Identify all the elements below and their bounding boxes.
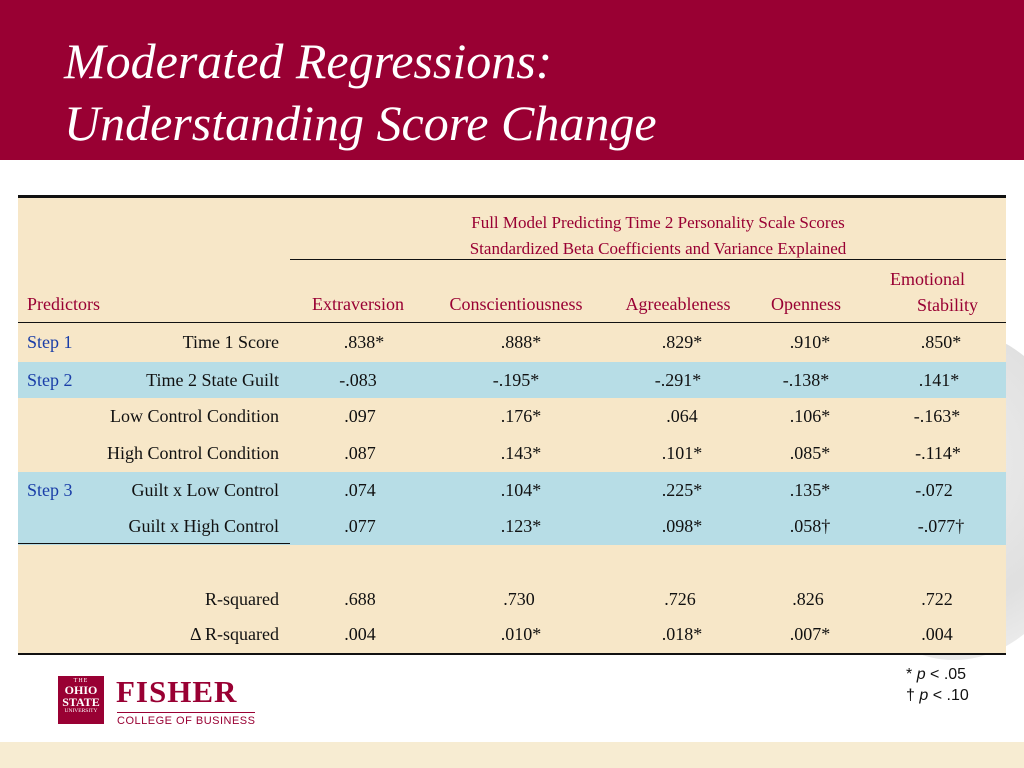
fisher-logo	[58, 676, 258, 726]
logo-subtitle: COLLEGE OF BUSINESS	[117, 712, 255, 727]
note-symbol: *	[906, 666, 913, 683]
header-divider	[290, 259, 1006, 260]
table-row	[18, 362, 1006, 399]
value-agreeableness: .726	[664, 589, 696, 609]
value-agreeableness: .225*	[661, 480, 703, 500]
predictor-label: Guilt x Low Control	[131, 480, 279, 500]
value-extraversion: .077	[344, 516, 376, 536]
value-emotional-stability: -.114*	[915, 443, 961, 463]
value-conscientiousness: -.195*	[492, 370, 540, 390]
predictor-label: Low Control Condition	[109, 406, 279, 426]
value-openness: .058†	[789, 516, 831, 536]
column-header-stability: Stability	[917, 295, 979, 315]
value-openness: .007*	[789, 624, 831, 644]
slide-title-line-1: Moderated Regressions:	[64, 33, 553, 89]
value-extraversion: .838*	[343, 332, 385, 352]
value-conscientiousness: .888*	[500, 332, 542, 352]
significance-notes	[906, 664, 969, 706]
table-row	[18, 508, 1006, 545]
value-emotional-stability: -.072	[915, 480, 953, 500]
step-label: Step 1	[27, 332, 73, 352]
value-agreeableness: .101*	[661, 443, 703, 463]
value-extraversion: .688	[344, 589, 376, 609]
column-header-divider	[18, 322, 1006, 323]
regression-table	[18, 195, 1006, 655]
value-agreeableness: .064	[666, 406, 698, 426]
table-row	[18, 616, 1006, 653]
table-row	[18, 324, 1006, 361]
predictor-label: Δ R-squared	[189, 624, 279, 644]
predictor-divider	[18, 543, 290, 544]
column-header-emotional: Emotional	[890, 269, 965, 289]
note-threshold: < .10	[932, 687, 969, 704]
value-agreeableness: .018*	[661, 624, 703, 644]
table-header-line-2: Standardized Beta Coefficients and Variance Explained	[469, 239, 847, 258]
value-openness: .085*	[789, 443, 831, 463]
value-openness: .826	[792, 589, 824, 609]
note-p05	[906, 664, 969, 685]
value-emotional-stability: -.077†	[917, 516, 965, 536]
predictor-label: High Control Condition	[106, 443, 279, 463]
note-p: p	[916, 666, 926, 683]
note-threshold: < .05	[930, 666, 967, 683]
value-openness: .135*	[789, 480, 831, 500]
value-conscientiousness: .104*	[500, 480, 542, 500]
predictor-label: Time 1 Score	[182, 332, 279, 352]
osu-shield-icon	[58, 676, 104, 724]
note-p10	[906, 685, 969, 706]
table-row	[18, 398, 1006, 435]
predictors-header: Predictors	[27, 294, 100, 314]
value-agreeableness: .098*	[661, 516, 703, 536]
value-conscientiousness: .730	[503, 589, 535, 609]
value-conscientiousness: .010*	[500, 624, 542, 644]
value-emotional-stability: .722	[921, 589, 953, 609]
value-conscientiousness: .123*	[500, 516, 542, 536]
table-header	[310, 210, 1006, 262]
table-row	[18, 581, 1006, 618]
slide-title	[64, 30, 657, 154]
column-header-conscientiousness: Conscientiousness	[449, 294, 583, 314]
step-label: Step 2	[27, 370, 73, 390]
column-header-openness: Openness	[771, 294, 841, 314]
predictor-label: R-squared	[205, 589, 279, 609]
value-agreeableness: .829*	[661, 332, 703, 352]
note-p: p	[919, 687, 929, 704]
table-row	[18, 435, 1006, 472]
table-row	[18, 472, 1006, 509]
value-agreeableness: -.291*	[654, 370, 702, 390]
value-extraversion: .004	[344, 624, 376, 644]
footer-band	[0, 742, 1024, 768]
shield-line-1: OHIO	[64, 683, 98, 697]
value-openness: .910*	[789, 332, 831, 352]
column-header-agreeableness: Agreeableness	[625, 294, 731, 314]
slide-title-line-2: Understanding Score Change	[64, 95, 657, 151]
predictor-label: Guilt x High Control	[128, 516, 279, 536]
title-banner	[0, 0, 1024, 160]
value-openness: .106*	[789, 406, 831, 426]
column-header-extraversion: Extraversion	[312, 294, 404, 314]
value-extraversion: .097	[344, 406, 376, 426]
shield-line-2: STATE	[62, 695, 100, 709]
predictor-label: Time 2 State Guilt	[146, 370, 279, 390]
value-emotional-stability: .850*	[920, 332, 962, 352]
logo-name: FISHER	[116, 674, 238, 709]
value-extraversion: .074	[344, 480, 376, 500]
value-extraversion: -.083	[339, 370, 377, 390]
shield-line-3: UNIVERSITY	[64, 708, 98, 714]
note-symbol: †	[906, 687, 915, 704]
table-header-line-1: Full Model Predicting Time 2 Personality Scale Scores	[471, 213, 845, 232]
value-emotional-stability: .141*	[918, 370, 960, 390]
value-extraversion: .087	[344, 443, 376, 463]
value-conscientiousness: .143*	[500, 443, 542, 463]
value-openness: -.138*	[782, 370, 830, 390]
value-conscientiousness: .176*	[500, 406, 542, 426]
value-emotional-stability: -.163*	[913, 406, 961, 426]
step-label: Step 3	[27, 480, 73, 500]
shield-top-text: THE	[73, 678, 89, 684]
value-emotional-stability: .004	[921, 624, 953, 644]
